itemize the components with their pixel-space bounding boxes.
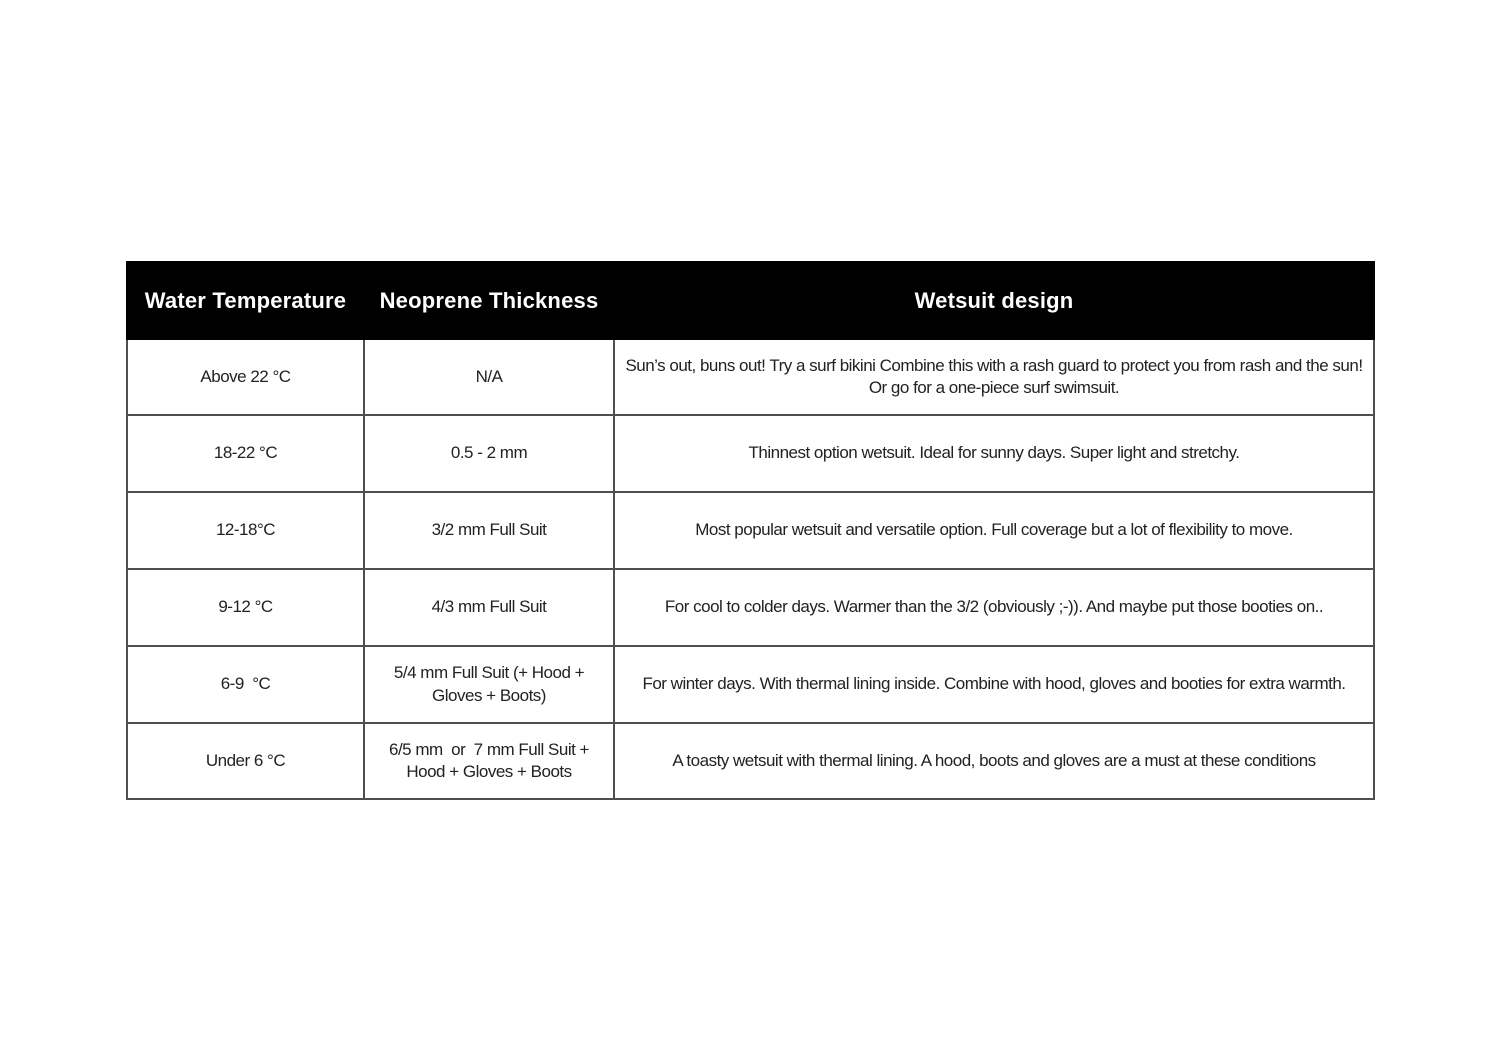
wetsuit-design-description: For cool to colder days. Warmer than the 3/2 (obviously ;-)). And maybe put those booties on.. bbox=[614, 569, 1374, 646]
table-row bbox=[127, 492, 1374, 569]
wetsuit-design-description: A toasty wetsuit with thermal lining. A hood, boots and gloves are a must at these conditions bbox=[614, 723, 1374, 799]
header-water-temperature: Water Temperature bbox=[127, 262, 364, 339]
table-row bbox=[127, 569, 1374, 646]
neoprene-thickness-value: 6/5 mm or 7 mm Full Suit + Hood + Gloves + Boots bbox=[364, 723, 614, 799]
wetsuit-guide-table bbox=[126, 261, 1375, 800]
neoprene-thickness-value: 0.5 - 2 mm bbox=[364, 415, 614, 492]
water-temp-value: 12-18°C bbox=[127, 492, 364, 569]
wetsuit-design-description: Thinnest option wetsuit. Ideal for sunny days. Super light and stretchy. bbox=[614, 415, 1374, 492]
header-wetsuit-design: Wetsuit design bbox=[614, 262, 1374, 339]
water-temp-value: Under 6 °C bbox=[127, 723, 364, 799]
header-neoprene-thickness: Neoprene Thickness bbox=[364, 262, 614, 339]
table-row bbox=[127, 339, 1374, 415]
table-row bbox=[127, 646, 1374, 723]
water-temp-value: 18-22 °C bbox=[127, 415, 364, 492]
wetsuit-design-description: Sun’s out, buns out! Try a surf bikini Combine this with a rash guard to protect you from rash and the sun! Or go for a one-piece surf swimsuit. bbox=[614, 339, 1374, 415]
water-temp-value: Above 22 °C bbox=[127, 339, 364, 415]
table-row bbox=[127, 415, 1374, 492]
water-temp-value: 9-12 °C bbox=[127, 569, 364, 646]
wetsuit-design-description: For winter days. With thermal lining inside. Combine with hood, gloves and booties for extra warmth. bbox=[614, 646, 1374, 723]
neoprene-thickness-value: 4/3 mm Full Suit bbox=[364, 569, 614, 646]
header-row bbox=[127, 262, 1374, 339]
water-temp-value: 6-9 °C bbox=[127, 646, 364, 723]
neoprene-thickness-value: N/A bbox=[364, 339, 614, 415]
neoprene-thickness-value: 3/2 mm Full Suit bbox=[364, 492, 614, 569]
table-row bbox=[127, 723, 1374, 799]
wetsuit-design-description: Most popular wetsuit and versatile option. Full coverage but a lot of flexibility to move. bbox=[614, 492, 1374, 569]
neoprene-thickness-value: 5/4 mm Full Suit (+ Hood + Gloves + Boots) bbox=[364, 646, 614, 723]
